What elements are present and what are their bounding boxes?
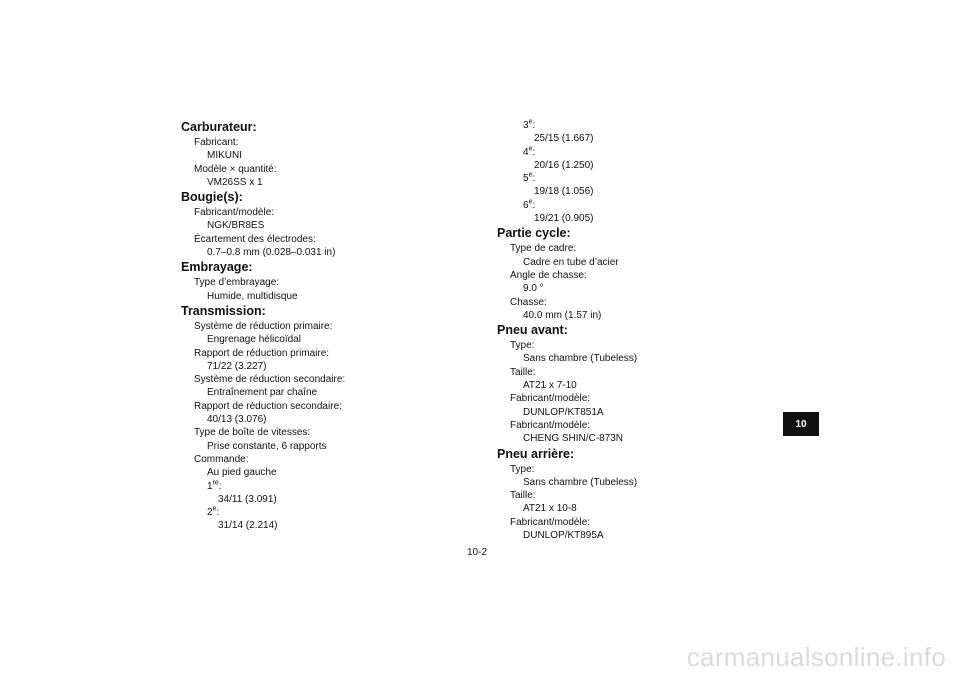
colon: : — [216, 507, 220, 519]
spec-label — [181, 426, 481, 439]
spec-label — [181, 373, 481, 386]
spec-value — [497, 282, 797, 295]
spec-label — [181, 400, 481, 413]
spec-label — [497, 269, 797, 282]
spec-label — [181, 163, 481, 176]
spec-value — [181, 519, 481, 532]
colon: : — [532, 146, 536, 158]
text: MIKUNI — [207, 150, 242, 162]
text: Fabricant/modèle: — [510, 419, 591, 431]
spec-label — [497, 489, 797, 502]
spec-value — [181, 413, 481, 426]
spec-label — [181, 347, 481, 360]
spec-label — [497, 339, 797, 352]
spec-value — [497, 432, 797, 445]
spec-value — [497, 256, 797, 269]
text: Type: — [510, 463, 535, 475]
text: CHENG SHIN/C-873N — [523, 433, 624, 445]
text: 6 — [523, 199, 529, 211]
text: 2 — [207, 507, 213, 519]
text: Pneu avant: — [497, 323, 568, 338]
section-heading — [181, 119, 481, 136]
text: AT21 x 10-8 — [523, 503, 577, 515]
page-number: 10-2 — [467, 547, 488, 558]
superscript: e — [528, 145, 533, 153]
spec-label — [181, 206, 481, 219]
text: 1 — [207, 480, 213, 492]
spec-value — [497, 185, 797, 198]
spec-value — [497, 309, 797, 322]
text: Engrenage hélicoïdal — [207, 334, 301, 346]
section-heading — [181, 303, 481, 320]
text: Cadre en tube d’acier — [523, 256, 619, 268]
text: Fabricant/modèle: — [194, 207, 275, 219]
text: 20/16 (1.250) — [534, 159, 594, 171]
text: Partie cycle: — [497, 226, 571, 241]
spec-label — [497, 463, 797, 476]
text: Prise constante, 6 rapports — [207, 440, 327, 452]
text: Écartement des électrodes: — [194, 233, 316, 245]
text: Carburateur: — [181, 120, 257, 134]
spec-value — [497, 502, 797, 515]
spec-label — [497, 419, 797, 432]
text: Au pied gauche — [207, 467, 277, 479]
text: Taille: — [510, 366, 536, 378]
superscript: e — [528, 118, 533, 126]
text: Transmission: — [181, 303, 266, 318]
spec-value — [497, 132, 797, 145]
spec-value — [181, 466, 481, 479]
superscript: e — [528, 198, 533, 206]
spec-value — [181, 480, 481, 493]
section-heading — [497, 225, 797, 242]
watermark: carmanualsonline.info — [686, 642, 946, 672]
spec-value — [181, 360, 481, 373]
text: Modèle × quantité: — [194, 163, 277, 175]
spec-label — [497, 516, 797, 529]
text: Chasse: — [510, 296, 547, 308]
text: DUNLOP/KT851A — [523, 406, 604, 418]
text: Bougie(s): — [181, 190, 243, 205]
colon: : — [532, 199, 536, 211]
text: Type de cadre: — [510, 243, 577, 255]
spec-label — [497, 242, 797, 255]
section-heading — [497, 322, 797, 339]
spec-column-left — [181, 119, 481, 533]
text: 31/14 (2.214) — [218, 520, 278, 532]
spec-value — [497, 199, 797, 212]
text: 40.0 mm (1.57 in) — [523, 309, 602, 321]
text: Sans chambre (Tubeless) — [523, 476, 638, 488]
spec-value — [181, 333, 481, 346]
spec-label — [497, 392, 797, 405]
spec-label — [181, 276, 481, 289]
text: Rapport de réduction primaire: — [194, 347, 330, 359]
text: 9.0 ° — [523, 283, 544, 295]
spec-value — [497, 352, 797, 365]
text: Sans chambre (Tubeless) — [523, 353, 638, 365]
text: Pneu arrière: — [497, 446, 575, 461]
spec-value — [497, 476, 797, 489]
spec-value — [497, 159, 797, 172]
spec-value — [181, 290, 481, 303]
text: Type d’embrayage: — [194, 277, 280, 289]
spec-label — [181, 320, 481, 333]
text: 34/11 (3.091) — [218, 493, 277, 505]
spec-value — [181, 176, 481, 189]
text: Fabricant/modèle: — [510, 516, 591, 528]
superscript: re — [212, 479, 219, 487]
spec-value — [181, 246, 481, 259]
text: 5 — [523, 173, 529, 185]
colon: : — [532, 173, 536, 185]
spec-label — [497, 296, 797, 309]
colon: : — [532, 120, 536, 131]
text: NGK/BR8ES — [207, 220, 265, 232]
text: Humide, multidisque — [207, 290, 298, 302]
text: Taille: — [510, 490, 536, 502]
text: AT21 x 7-10 — [523, 380, 577, 392]
text: Système de réduction secondaire: — [194, 374, 346, 386]
text: Type: — [510, 340, 535, 352]
spec-value — [497, 119, 797, 132]
text: Entraînement par chaîne — [207, 387, 318, 399]
text: Commande: — [194, 453, 249, 465]
section-heading — [181, 259, 481, 276]
text: 19/21 (0.905) — [534, 213, 594, 225]
spec-value — [497, 529, 797, 542]
spec-value — [497, 172, 797, 185]
text: 19/18 (1.056) — [534, 186, 594, 198]
text: VM26SS x 1 — [207, 176, 263, 188]
spec-column-right — [497, 119, 797, 542]
spec-label — [181, 453, 481, 466]
text: Type de boîte de vitesses: — [194, 427, 311, 439]
text: 25/15 (1.667) — [534, 133, 594, 145]
colon: : — [218, 480, 222, 492]
spec-value — [497, 212, 797, 225]
section-heading — [497, 446, 797, 463]
text: 71/22 (3.227) — [207, 360, 267, 372]
spec-value — [181, 386, 481, 399]
spec-value — [181, 219, 481, 232]
text: Système de réduction primaire: — [194, 320, 333, 332]
spec-value — [497, 379, 797, 392]
spec-value — [181, 493, 481, 506]
spec-value — [497, 146, 797, 159]
section-heading — [181, 189, 481, 206]
text: DUNLOP/KT895A — [523, 530, 604, 542]
text: 3 — [523, 120, 529, 131]
spec-value — [181, 149, 481, 162]
text: 0.7–0.8 mm (0.028–0.031 in) — [207, 247, 336, 259]
text: Fabricant/modèle: — [510, 393, 591, 405]
superscript: e — [212, 505, 217, 513]
spec-label — [497, 366, 797, 379]
text: Fabricant: — [194, 137, 239, 148]
chapter-tab: 10 — [783, 412, 819, 436]
spec-value — [181, 440, 481, 453]
spec-label — [181, 136, 481, 149]
spec-label — [181, 233, 481, 246]
text: Angle de chasse: — [510, 269, 587, 281]
superscript: e — [528, 171, 533, 179]
text: 40/13 (3.076) — [207, 414, 267, 426]
spec-value — [181, 506, 481, 519]
spec-value — [497, 406, 797, 419]
text: 4 — [523, 146, 529, 158]
text: Embrayage: — [181, 260, 253, 275]
text: Rapport de réduction secondaire: — [194, 400, 342, 412]
